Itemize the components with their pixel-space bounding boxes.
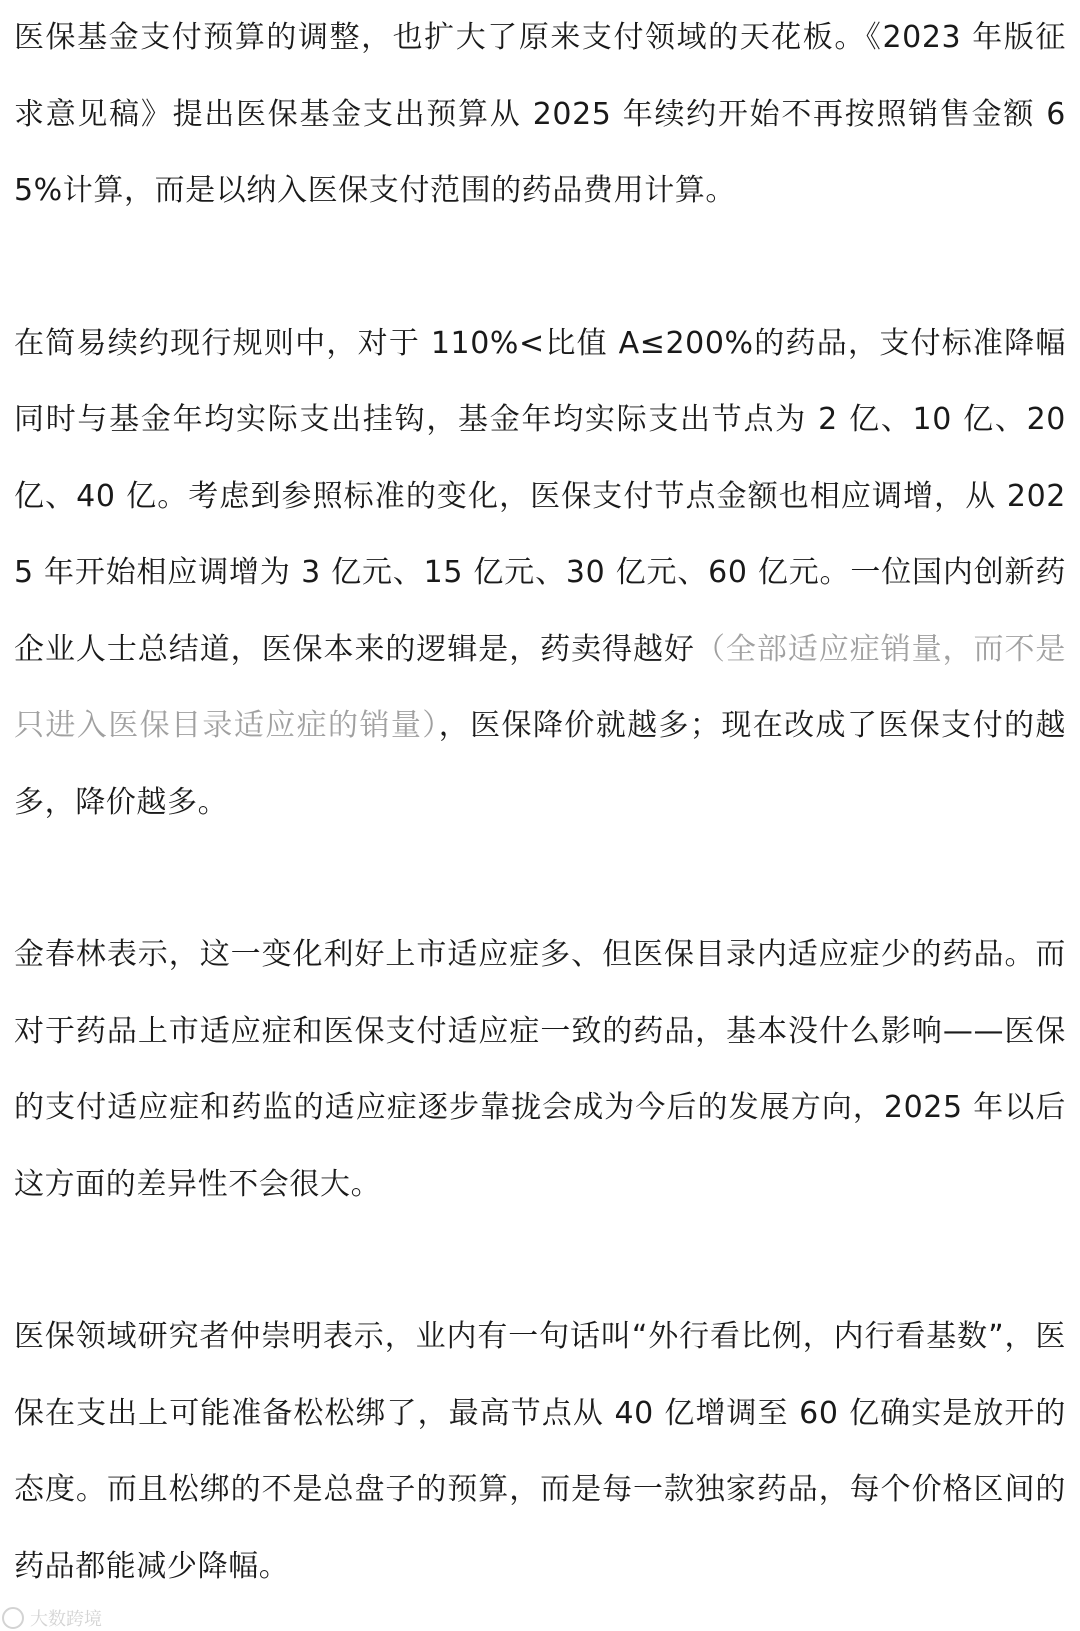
renewal-rules-tail: ，医保降价就越多；现在改成了医保支付的越多，降价越多。 (14, 708, 1066, 820)
watermark-logo-icon (2, 1607, 24, 1629)
paragraph-jin-chunlin: 金春林表示，这一变化利好上市适应症多、但医保目录内适应症少的药品。而对于药品上市适应症和医保支付适应症一致的药品，基本没什么影响——医保的支付适应症和药监的适应症逐步靠拢会成为今后的发展方向，2025 年以后这方面的差异性不会很大。 (14, 937, 1066, 1202)
paragraph-gap (14, 841, 1066, 917)
renewal-rules-aside: （全部适应症销量，而不是只进入医保目录适应症的销量） (14, 631, 1067, 743)
watermark-text: 大数跨境 (30, 1609, 102, 1630)
paragraph-zhong-chongming: 医保领域研究者仲崇明表示，业内有一句话叫“外行看比例，内行看基数”，医保在支出上可能准备松松绑了，最高节点从 40 亿增调至 60 亿确实是放开的态度。而且松绑的不是总盘子的预算，而是每一款独家药品，每个价格区间的药品都能减少降幅。 (14, 1319, 1066, 1584)
paragraph-gap (14, 230, 1066, 306)
renewal-rules-text: 在简易续约现行规则中，对于 110%<比值 A≤200%的药品，支付标准降幅同时与基金年均实际支出挂钩，基金年均实际支出节点为 2 亿、10 亿、20 亿、40 亿。考虑到参照标准的变化，医保支付节点金额也相应调增，从 2025 年开始相应调增为 3 亿元、15 亿元、30 亿元、60 亿元。一位国内创新药企业人士总结道，医保本来的逻辑是，药卖得越好 (14, 325, 1066, 667)
watermark (2, 1605, 102, 1631)
article-body (14, 0, 1066, 1605)
paragraph-budget-adjustment: 医保基金支付预算的调整，也扩大了原来支付领域的天花板。《2023 年版征求意见稿》提出医保基金支出预算从 2025 年续约开始不再按照销售金额 65%计算，而是以纳入医保支付范围的药品费用计算。 (14, 20, 1066, 208)
paragraph-gap (14, 1223, 1066, 1299)
paragraph-renewal-rules (14, 306, 1066, 842)
